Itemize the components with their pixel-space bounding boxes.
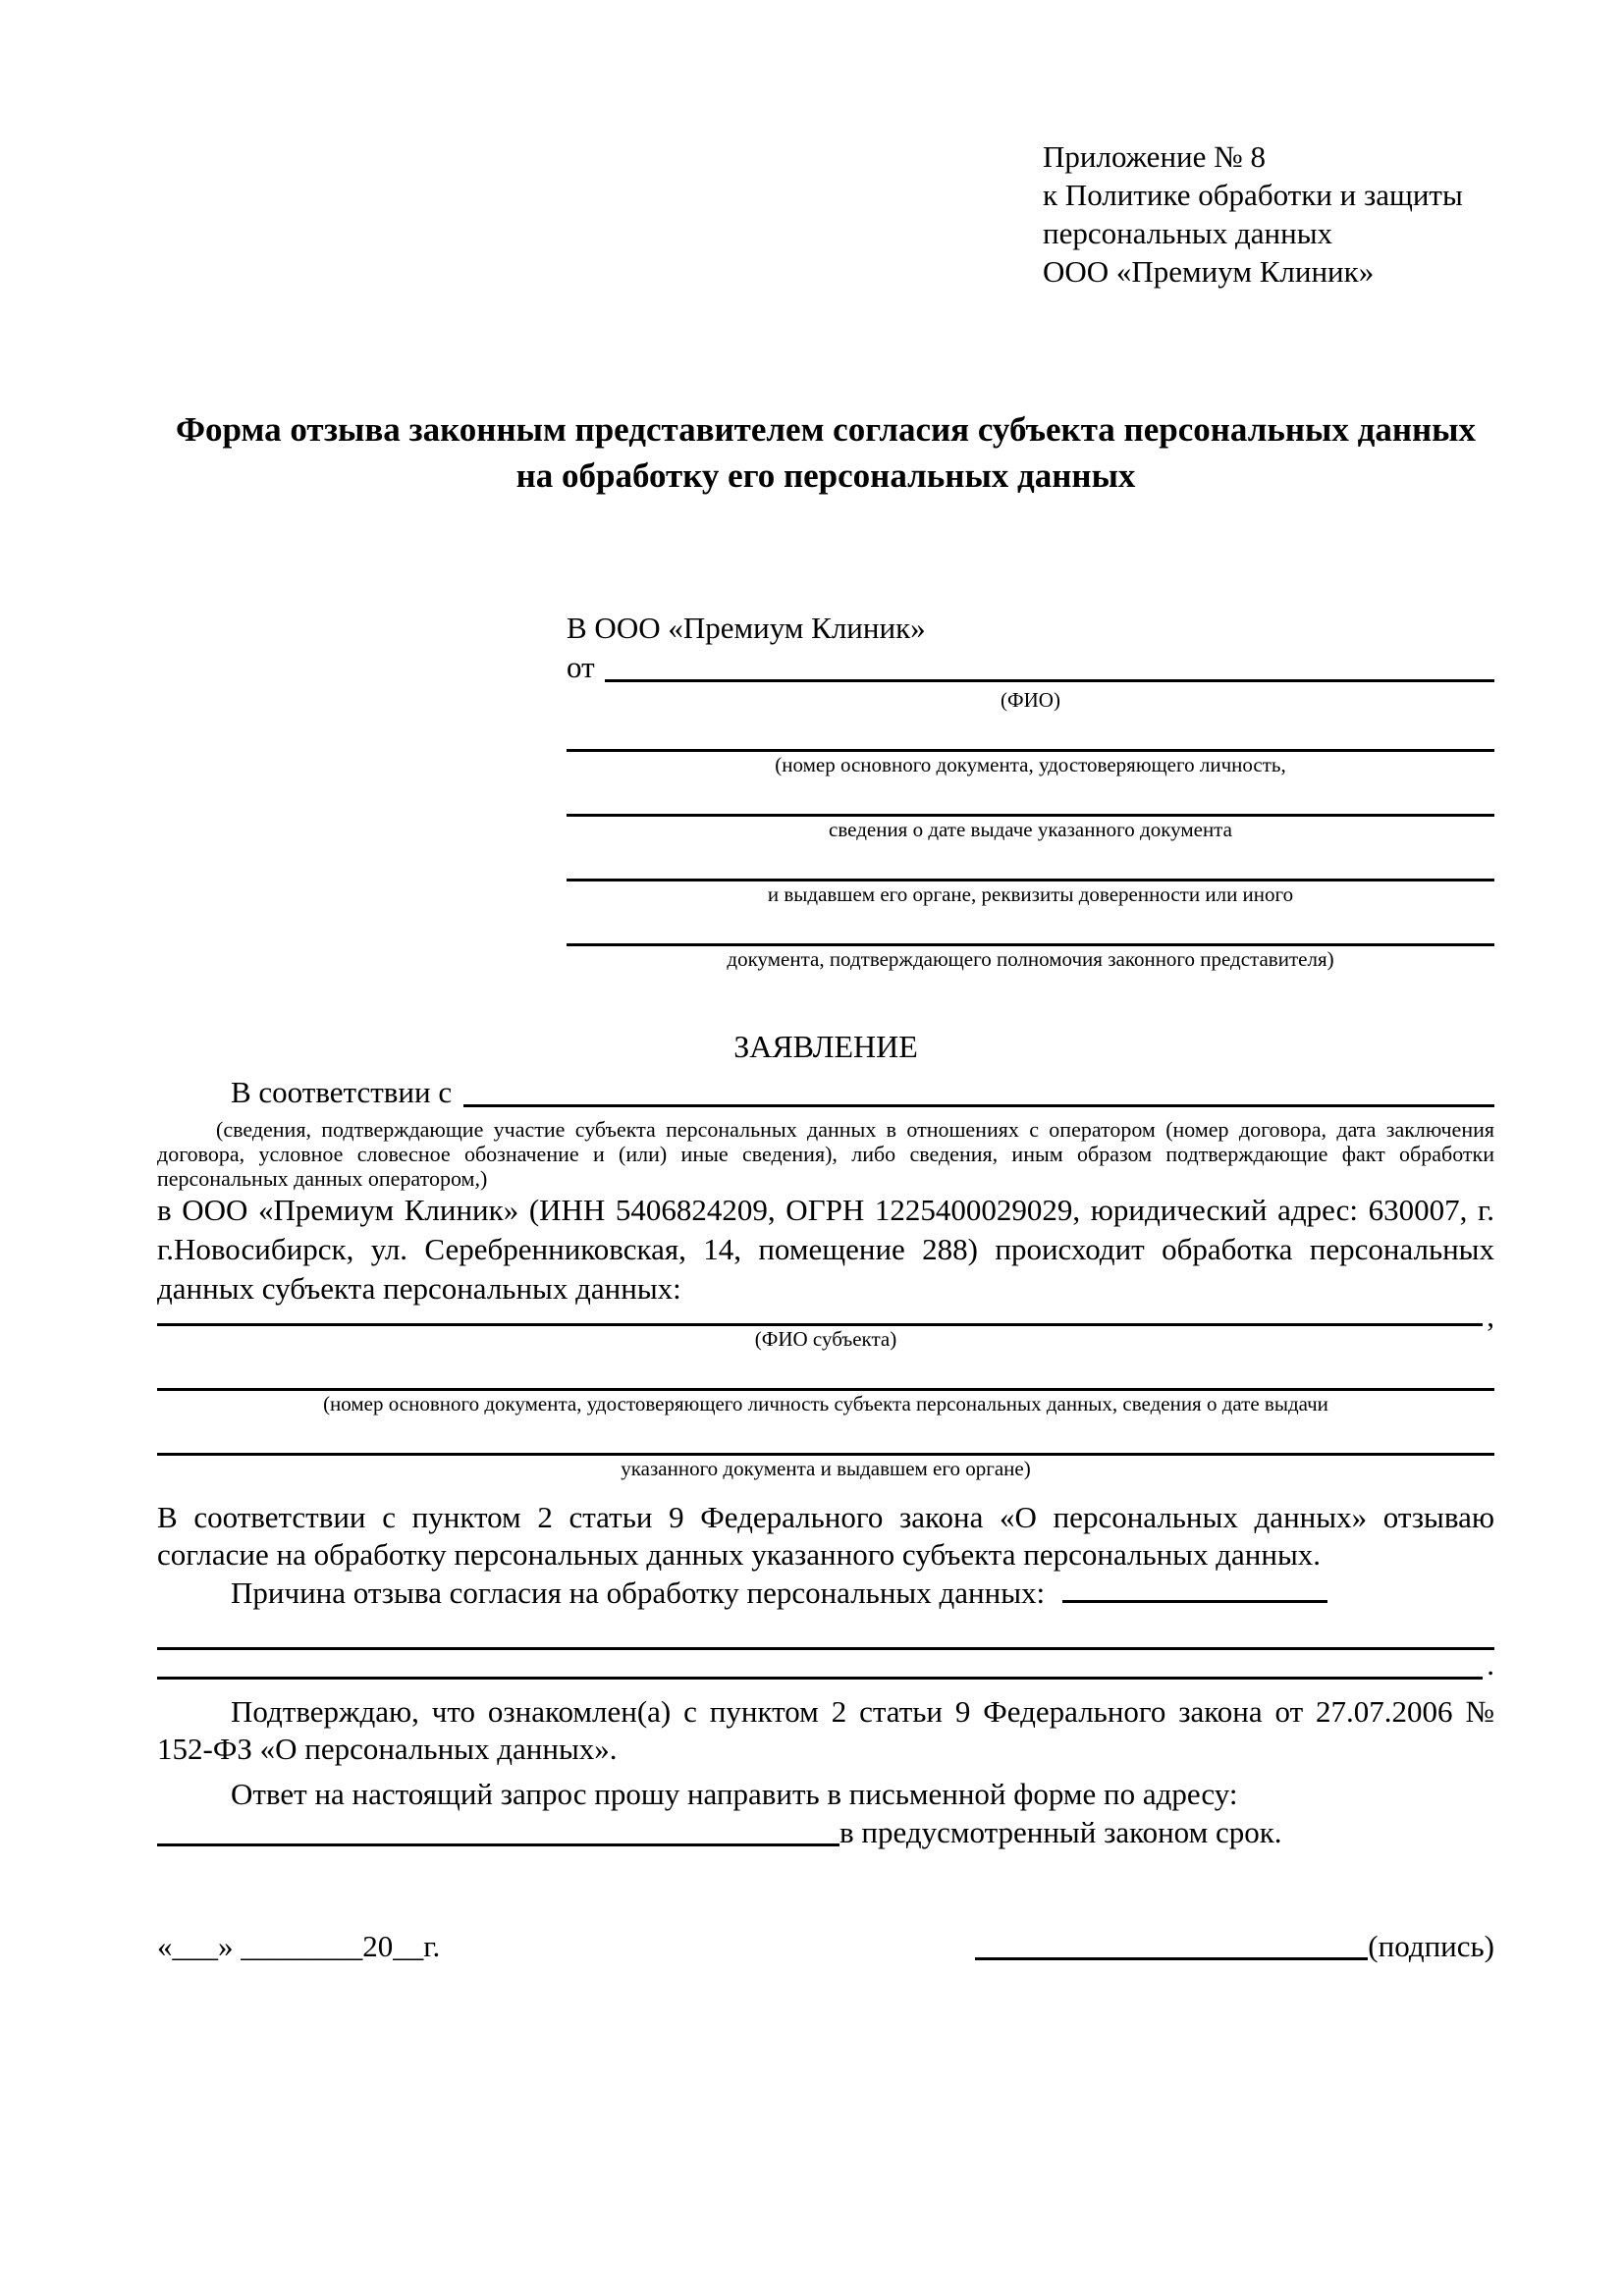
acknowledgement-paragraph: Подтверждаю, что ознакомлен(а) с пунктом 2 статьи 9 Федерального закона от 27.07.2006 № 152-ФЗ «О персональных данных».	[157, 1694, 1494, 1766]
reason-prefix: Причина отзыва согласия на обработку персональных данных:	[231, 1575, 1046, 1610]
appendix-line: Приложение № 8	[1043, 139, 1266, 174]
reason-blank[interactable]	[1062, 1600, 1327, 1603]
from-label: от	[567, 650, 595, 684]
signature-caption: (подпись)	[1368, 1929, 1494, 1963]
intro-note: (сведения, подтверждающие участие субъекта персональных данных в отношениях с оператором (номер договора, дата заключения договора, условное словесное обозначение и (или) иные сведения), либо сведения, иным образом подтверждающие факт обработки персональных данных оператором,)	[157, 1117, 1494, 1191]
date-line[interactable]: «___» ________20__г.	[157, 1929, 441, 1963]
subject-doc-blank-1[interactable]	[157, 1352, 1494, 1391]
statement-heading: ЗАЯВЛЕНИЕ	[733, 1029, 918, 1064]
subject-fio-row	[157, 1299, 1494, 1333]
from-name-blank[interactable]	[605, 679, 1494, 682]
subject-fio-caption: (ФИО субъекта)	[754, 1327, 897, 1351]
fio-caption: (ФИО)	[1001, 688, 1060, 712]
subject-line-comma: ,	[1487, 1299, 1494, 1333]
subject-doc-caption-1: (номер основного документа, удостоверяющего личность субъекта персональных данных, сведения о дате выдачи	[323, 1392, 1328, 1415]
operator-paragraph: в ООО «Премиум Клиник» (ИНН 5406824209, ОГРН 1225400029029, юридический адрес: 630007, г. г.Новосибирск, ул. Серебренниковская, 14, помещение 288) происходит обработка персональных данных субъекта персональных данных:	[157, 1193, 1494, 1306]
signature-blank[interactable]	[975, 1957, 1368, 1960]
response-suffix: в предусмотренный законом срок.	[839, 1815, 1282, 1849]
response-address-blank[interactable]	[157, 1843, 839, 1846]
subject-doc-blank-2[interactable]	[157, 1416, 1494, 1456]
representative-doc-caption-4: документа, подтверждающего полномочия законного представителя)	[727, 947, 1334, 971]
withdrawal-paragraph: В соответствии с пунктом 2 статьи 9 Федерального закона «О персональных данных» отзываю согласие на обработку персональных данных указанного субъекта персональных данных.	[157, 1500, 1494, 1572]
appendix-line: ООО «Премиум Клиник»	[1043, 254, 1375, 289]
appendix-line: персональных данных	[1043, 216, 1333, 250]
intro-row	[157, 1072, 1494, 1113]
representative-doc-blank-2[interactable]	[567, 777, 1494, 817]
representative-doc-caption-2: сведения о дате выдаче указанного документа	[829, 818, 1232, 841]
subject-doc-caption-2: указанного документа и выдавшем его органе)	[621, 1457, 1031, 1480]
from-row	[567, 648, 1494, 687]
document-title: Форма отзыва законным представителем согласия субъекта персональных данных на обработку его персональных данных	[175, 410, 1476, 495]
representative-doc-caption-3: и выдавшем его органе, реквизиты доверенности или иного	[767, 882, 1294, 906]
appendix-line: к Политике обработки и защиты	[1043, 178, 1463, 212]
reason-continuation-blank-2[interactable]	[157, 1677, 1483, 1680]
footer	[157, 1927, 1494, 1966]
reason-line-period: .	[1487, 1647, 1494, 1682]
reason-line	[157, 1574, 1494, 1613]
intro-blank[interactable]	[463, 1104, 1494, 1107]
response-request-line: Ответ на настоящий запрос прошу направить в письменной форме по адресу:	[231, 1777, 1238, 1811]
appendix-header	[1043, 137, 1494, 291]
representative-doc-blank-3[interactable]	[567, 842, 1494, 881]
representative-doc-caption-1: (номер основного документа, удостоверяющего личность,	[775, 753, 1286, 776]
representative-doc-blank-1[interactable]	[567, 713, 1494, 752]
addressee-to: В ООО «Премиум Клиник»	[567, 611, 926, 645]
signature-group	[975, 1927, 1494, 1966]
reason-continuation-row	[157, 1647, 1494, 1682]
representative-doc-blank-4[interactable]	[567, 907, 1494, 946]
response-address-row	[157, 1813, 1494, 1852]
intro-prefix: В соответствии с	[231, 1075, 453, 1109]
addressee-block	[567, 609, 1494, 972]
